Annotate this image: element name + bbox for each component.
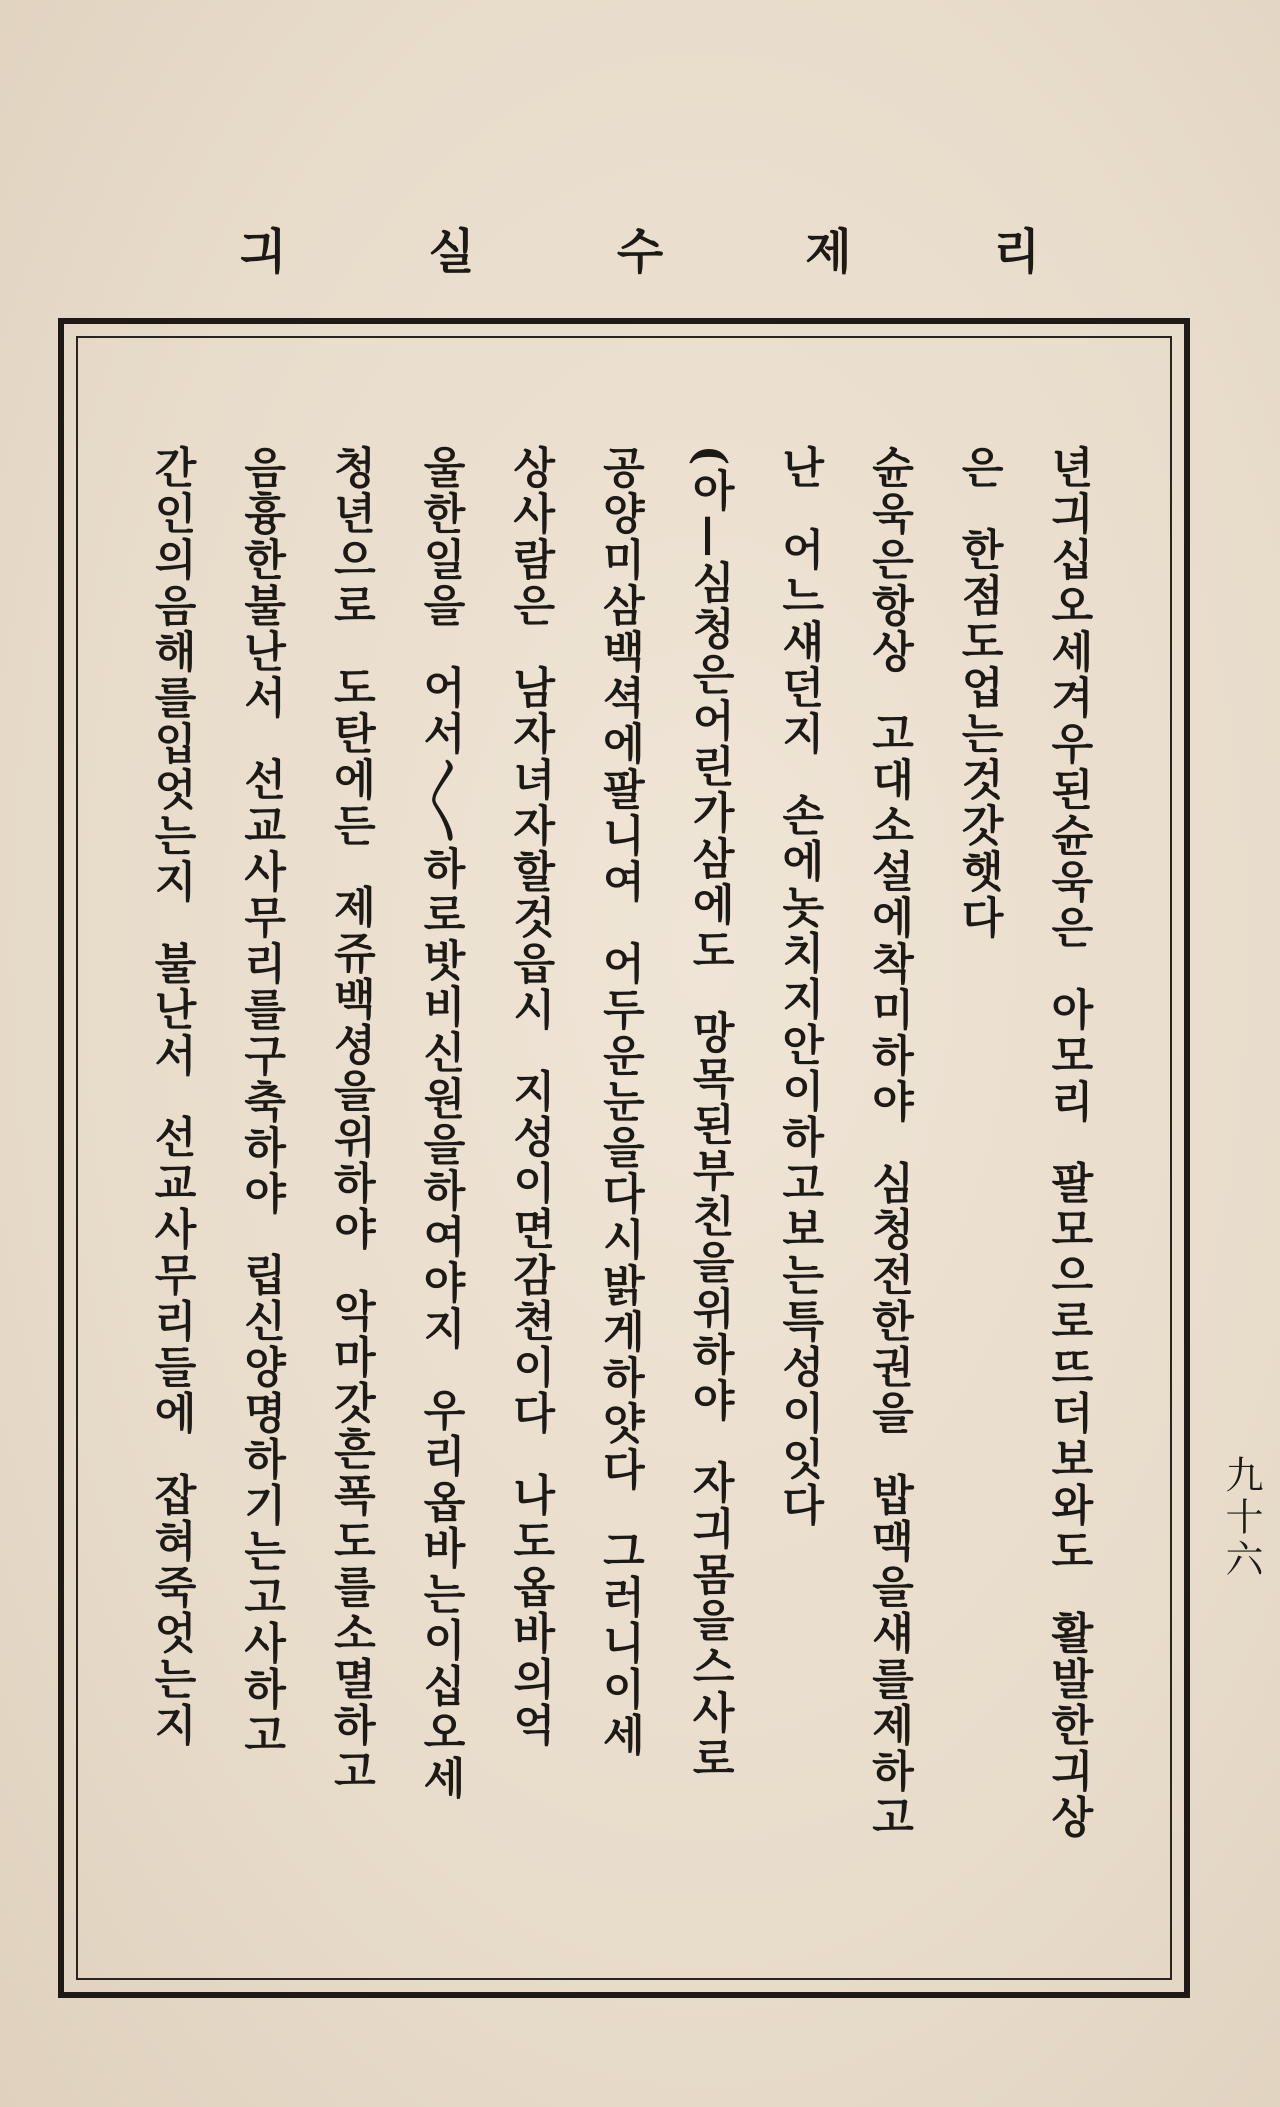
- vertical-text-block: [147, 445, 1094, 1945]
- text-column: 상사람은 남자녀자할것읍시 지성이면감쳔이다 나도옵바의억: [505, 445, 556, 1749]
- page-number: 九十六: [1219, 1455, 1263, 1581]
- text-column: (아—심청은어린가삼에도 망목된부친을위하야 자긔몸을스사로: [685, 445, 736, 1783]
- text-column: 난 어느섀던지 손에놋치지안이하고보는특성이잇다: [774, 445, 825, 1529]
- text-column: 음흉한불난서 선교사무리를구축하야 립신양명하기는고사하고: [236, 445, 287, 1759]
- text-column: 공양미삼백셕에팔니여 어두운눈을다시밝게하얏다 그러니이세: [595, 445, 646, 1759]
- text-column: 년긔십오세겨우된슌욱은 아모리 팔모으로뜨더보와도 활발한긔상: [1043, 445, 1094, 1841]
- running-head-char: 리: [993, 224, 1040, 280]
- running-head-char: 긔: [240, 224, 287, 280]
- text-column: 울한일을 어서〳〵하로밧비신원을하여야지 우리옵바는이십오세: [416, 445, 467, 1802]
- running-head-char: 실: [428, 224, 475, 280]
- running-head: [200, 222, 1080, 282]
- text-column: 청년으로 도탄에든 제쥬백셩을위하야 악마갓흔폭도를소멸하고: [326, 445, 377, 1795]
- running-head-char: 수: [616, 224, 664, 280]
- text-column: 은 한점도업는것갓햇다: [954, 445, 1005, 941]
- text-column: 간인의음해를입엇는지 불난서 선교사무리들에 잡혀죽엇는지: [147, 445, 197, 1749]
- text-column: 슌욱은항상 고대소설에착미하야 심청전한권을 밥맥을섀를제하고: [864, 445, 915, 1841]
- running-head-char: 제: [805, 224, 852, 280]
